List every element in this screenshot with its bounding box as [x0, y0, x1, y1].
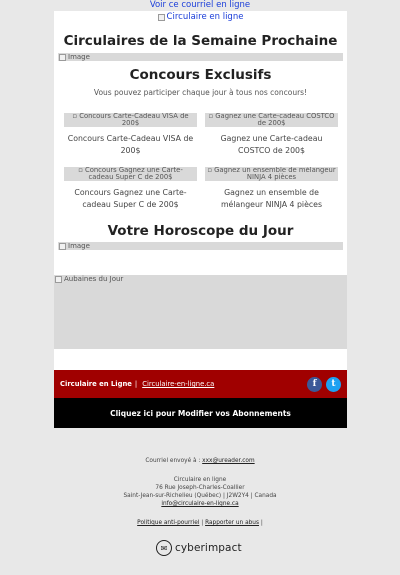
contest-image-alt: Gagnez une Carte-cadeau COSTCO de 200$ [215, 113, 335, 127]
broken-image [59, 242, 90, 250]
company-street: 76 Rue Joseph-Charles-Coallier [155, 485, 245, 491]
flyers-image-alt: Image [68, 53, 90, 61]
contact-email-line [0, 500, 400, 508]
footer-separator: | [134, 380, 138, 388]
contest-card[interactable] [205, 113, 338, 157]
contest-card[interactable] [64, 113, 197, 157]
manage-subscriptions-button[interactable]: Cliquez ici pour Modifier vos Abonnements [54, 398, 347, 428]
broken-image-icon: ▫ [78, 167, 83, 174]
email-container [54, 11, 347, 428]
logo-alt-text: Circulaire en ligne [166, 12, 244, 22]
contest-caption: Gagnez une Carte-cadeau COSTCO de 200$ [220, 134, 323, 155]
broken-image [158, 11, 244, 23]
contests-subtitle: Vous pouvez participer chaque jour à tous nos concours! [93, 88, 308, 97]
horoscope-image[interactable] [58, 242, 343, 250]
deals-image[interactable] [54, 275, 347, 349]
company-city: Saint-Jean-sur-Richelieu (Québec) | J2W2Y4 | Canada [123, 493, 277, 499]
cyberimpact-icon: ✉ [156, 540, 172, 556]
contest-image[interactable] [205, 167, 338, 181]
broken-image [59, 53, 90, 61]
contest-image[interactable] [64, 167, 197, 181]
contest-image-alt: Gagnez un ensemble de mélangeur NINJA 4 pièces [214, 167, 336, 181]
contact-email-link[interactable]: info@circulaire-en-ligne.ca [161, 501, 239, 507]
sent-to-line [0, 457, 400, 465]
footer-brand-bar [54, 370, 347, 398]
next-week-flyers-title: Circulaires de la Semaine Prochaine [63, 33, 338, 49]
contest-card[interactable] [205, 167, 338, 211]
horoscope-image-alt: Image [68, 242, 90, 250]
contest-caption: Concours Carte-Cadeau VISA de 200$ [67, 134, 194, 155]
contest-image-alt: Concours Gagnez une Carte-cadeau Super C de 200$ [84, 167, 183, 181]
social-links [307, 377, 341, 392]
broken-image-icon [59, 54, 66, 61]
flyers-image[interactable] [58, 53, 343, 61]
footer-brand-name: Circulaire en Ligne [60, 380, 132, 388]
broken-image-icon [59, 243, 66, 250]
contest-image-alt: Concours Carte-Cadeau VISA de 200$ [79, 113, 189, 127]
contest-image[interactable] [64, 113, 197, 127]
view-online-link[interactable]: Voir ce courriel en ligne [149, 0, 251, 10]
broken-image-icon: ▫ [208, 113, 214, 120]
deals-image-alt: Aubaines du Jour [64, 275, 124, 283]
company-name: Circulaire en ligne [173, 477, 227, 483]
contests-title: Concours Exclusifs [129, 67, 272, 83]
legal-links [0, 519, 400, 527]
cyberimpact-logo[interactable] [156, 540, 242, 556]
horoscope-title: Votre Horoscope du Jour [107, 223, 294, 239]
twitter-icon[interactable]: t [326, 377, 341, 392]
legal-separator: | [260, 520, 263, 526]
contest-image[interactable] [205, 113, 338, 127]
facebook-icon[interactable]: f [307, 377, 322, 392]
broken-image-icon [158, 14, 165, 21]
broken-image-icon: ▫ [207, 167, 212, 174]
contest-caption: Gagnez un ensemble de mélangeur NINJA 4 pièces [220, 188, 323, 209]
broken-image [55, 275, 123, 283]
header-logo[interactable] [54, 11, 347, 24]
cyberimpact-wordmark: cyberimpact [175, 542, 242, 554]
footer-site-link[interactable]: Circulaire-en-ligne.ca [142, 380, 215, 388]
sent-to-email[interactable]: xxx@ureader.com [202, 458, 255, 464]
view-online-bar [0, 0, 400, 11]
broken-image-icon: ▫ [72, 113, 78, 120]
sent-to-label: Courriel envoyé à : [145, 458, 201, 464]
broken-image-icon [55, 276, 62, 283]
contest-card[interactable] [64, 167, 197, 211]
contest-caption: Concours Gagnez une Carte-cadeau Super C de 200$ [74, 188, 187, 209]
antispam-policy-link[interactable]: Politique anti-pourriel [137, 520, 200, 526]
legal-separator: | [201, 520, 204, 526]
report-abuse-link[interactable]: Rapporter un abus [205, 520, 260, 526]
